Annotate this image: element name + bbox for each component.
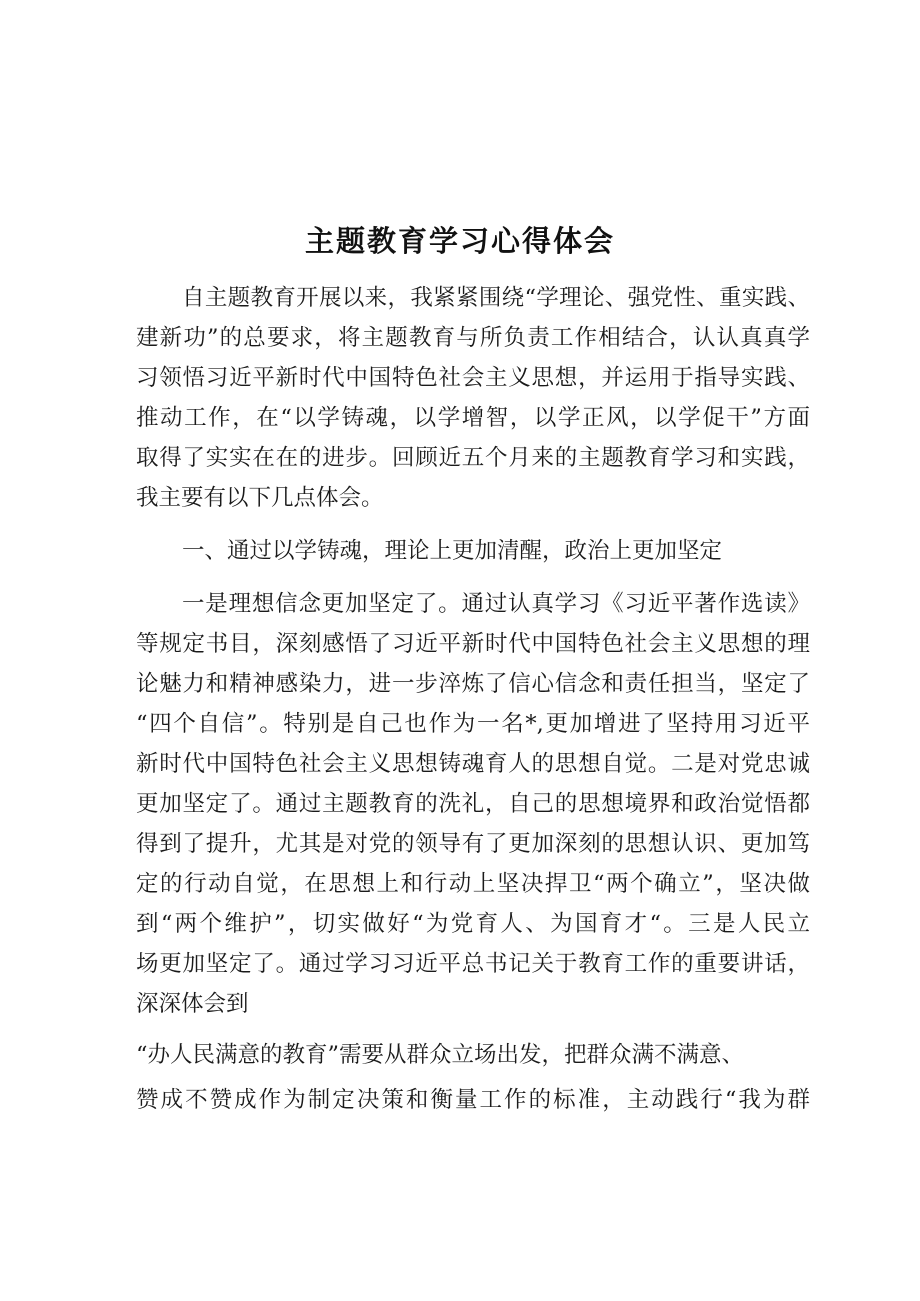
paragraph-line: 赞成不赞成作为制定决策和衡量工作的标准，主动践行“我为群	[136, 1087, 810, 1113]
paragraph-line: 取得了实实在在的进步。回顾近五个月来的主题教育学习和实践，	[136, 445, 810, 471]
paragraph-line: 场更加坚定了。通过学习习近平总书记关于教育工作的重要讲话，	[136, 951, 810, 977]
paragraph-line: 更加坚定了。通过主题教育的洗礼，自己的思想境界和政治觉悟都	[136, 791, 810, 817]
paragraph-line: 深深体会到	[136, 991, 249, 1017]
paragraph-line: 我主要有以下几点体会。	[136, 485, 384, 511]
paragraph-line: 定的行动自觉，在思想上和行动上坚决捍卫“两个确立”，坚决做	[136, 871, 810, 897]
paragraph-line: 习领悟习近平新时代中国特色社会主义思想，并运用于指导实践、	[136, 365, 810, 391]
paragraph-line: 建新功”的总要求，将主题教育与所负责工作相结合，认认真真学	[136, 325, 810, 351]
paragraph-line: 到“两个维护”，切实做好“为党育人、为国育才“。三是人民立	[136, 911, 810, 937]
section-heading: 一、通过以学铸魂，理论上更加清醒，政治上更加坚定	[182, 538, 723, 564]
paragraph-line: 一是理想信念更加坚定了。通过认真学习《习近平著作选读》	[182, 591, 810, 617]
paragraph-line: 新时代中国特色社会主义思想铸魂育人的思想自觉。二是对党忠诚	[136, 751, 810, 777]
paragraph-line: “四个自信”。特别是自己也作为一名*,更加增进了坚持用习近平	[136, 711, 810, 737]
paragraph-line: 论魅力和精神感染力，进一步淬炼了信心信念和责任担当，坚定了	[136, 671, 810, 697]
paragraph-line: 自主题教育开展以来，我紧紧围绕“学理论、强党性、重实践、	[182, 285, 810, 311]
paragraph-line: 推动工作，在“以学铸魂，以学增智，以学正风，以学促干”方面	[136, 405, 810, 431]
paragraph-line: 等规定书目，深刻感悟了习近平新时代中国特色社会主义思想的理	[136, 631, 810, 657]
document-title: 主题教育学习心得体会	[304, 224, 615, 258]
paragraph-line: 得到了提升，尤其是对党的领导有了更加深刻的思想认识、更加笃	[136, 831, 810, 857]
paragraph-line: “办人民满意的教育”需要从群众立场出发，把群众满不满意、	[136, 1042, 745, 1068]
